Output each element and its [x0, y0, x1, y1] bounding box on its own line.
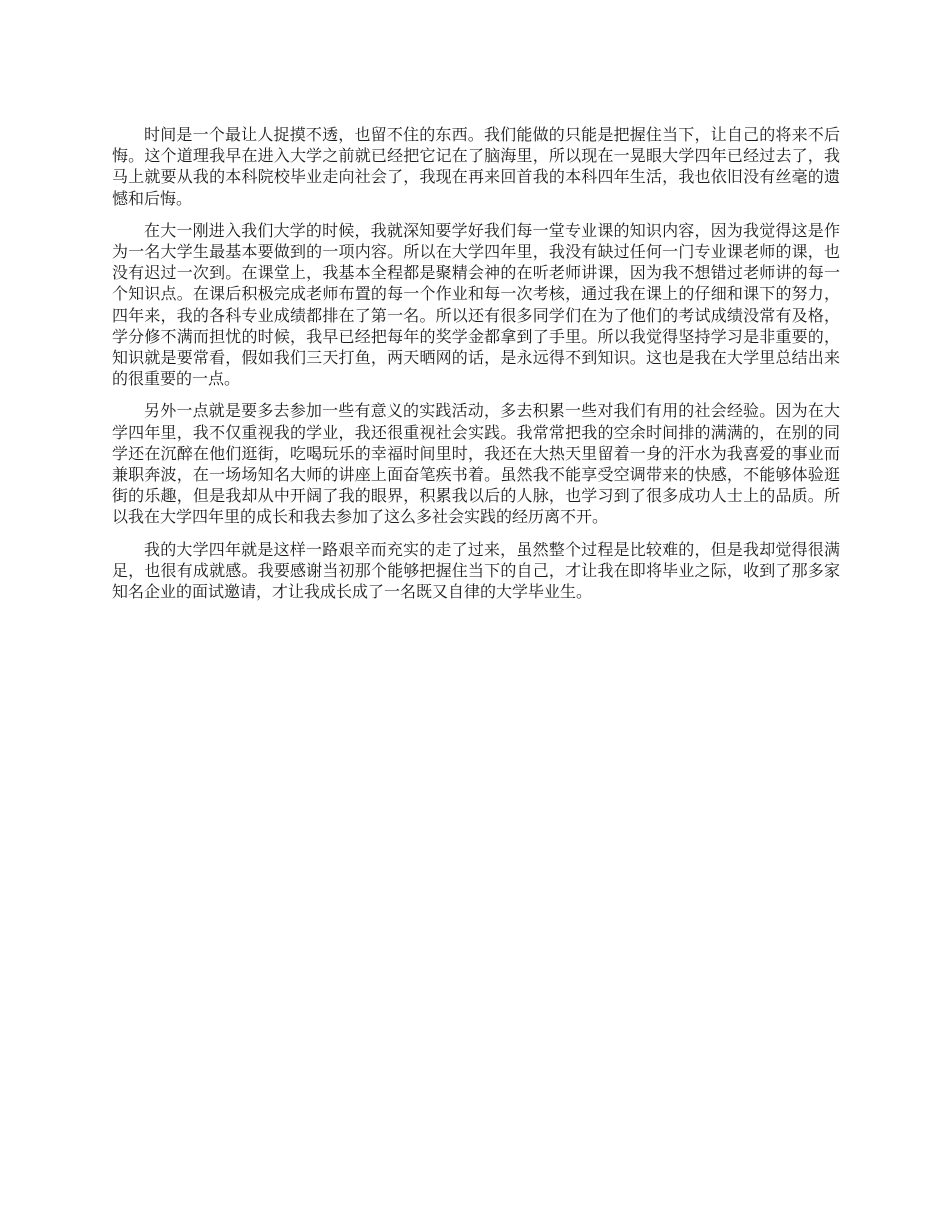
paragraph-4: 我的大学四年就是这样一路艰辛而充实的走了过来，虽然整个过程是比较难的，但是我却觉得很满足，也很有成就感。我要感谢当初那个能够把握住当下的自己，才让我在即将毕业之际，收到了那多家知名企业的面试邀请，才让我成长成了一名既又自律的大学毕业生。: [112, 539, 840, 602]
document-body: [112, 124, 840, 613]
paragraph-3: 另外一点就是要多去参加一些有意义的实践活动，多去积累一些对我们有用的社会经验。因为在大学四年里，我不仅重视我的学业，我还很重视社会实践。我常常把我的空余时间排的满满的，在别的同学还在沉醉在他们逛街，吃喝玩乐的幸福时间里时，我还在大热天里留着一身的汗水为我喜爱的事业而兼职奔波，在一场场知名大师的讲座上面奋笔疾书着。虽然我不能享受空调带来的快感，不能够体验逛街的乐趣，但是我却从中开阔了我的眼界，积累我以后的人脉，也学习到了很多成功人士上的品质。所以我在大学四年里的成长和我去参加了这么多社会实践的经历离不开。: [112, 401, 840, 527]
paragraph-2: 在大一刚进入我们大学的时候，我就深知要学好我们每一堂专业课的知识内容，因为我觉得这是作为一名大学生最基本要做到的一项内容。所以在大学四年里，我没有缺过任何一门专业课老师的课，也没有迟过一次到。在课堂上，我基本全程都是聚精会神的在听老师讲课，因为我不想错过老师讲的每一个知识点。在课后积极完成老师布置的每一个作业和每一次考核，通过我在课上的仔细和课下的努力，四年来，我的各科专业成绩都排在了第一名。所以还有很多同学们在为了他们的考试成绩没常有及格，学分修不满而担忧的时候，我早已经把每年的奖学金都拿到了手里。所以我觉得坚持学习是非重要的，知识就是要常看，假如我们三天打鱼，两天晒网的话，是永远得不到知识。这也是我在大学里总结出来的很重要的一点。: [112, 220, 840, 389]
paragraph-1: 时间是一个最让人捉摸不透，也留不住的东西。我们能做的只能是把握住当下，让自己的将来不后悔。这个道理我早在进入大学之前就已经把它记在了脑海里，所以现在一晃眼大学四年已经过去了，我马上就要从我的本科院校毕业走向社会了，我现在再来回首我的本科四年生活，我也依旧没有丝毫的遗憾和后悔。: [112, 125, 840, 208]
